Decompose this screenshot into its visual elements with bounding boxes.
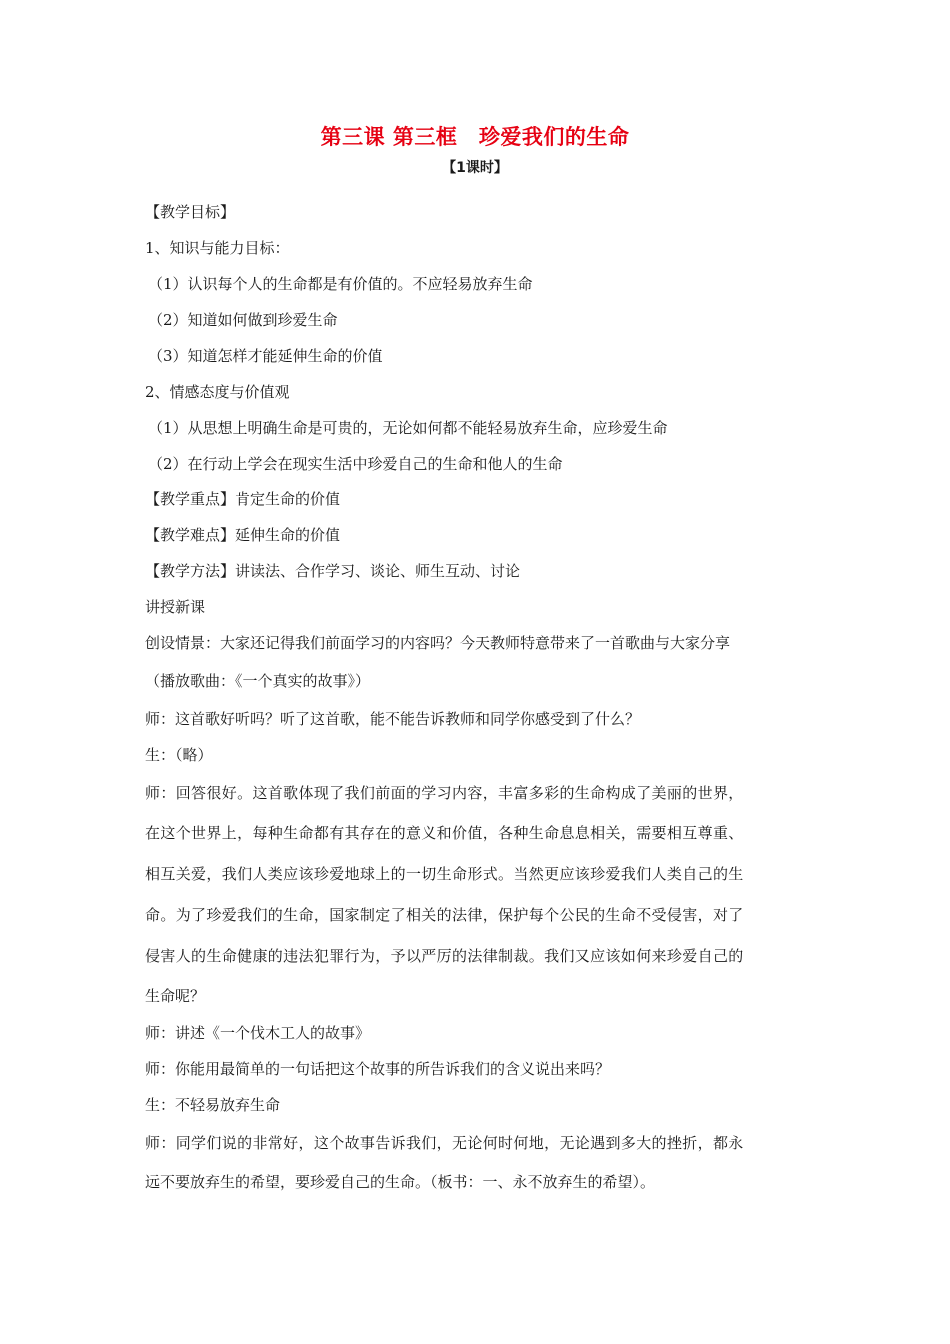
paragraph-line: 相互关爱，我们人类应该珍爱地球上的一切生命形式。当然更应该珍爱我们人类自己的生 [145,865,744,883]
document-title: 第三课 第三框 珍爱我们的生命 [320,125,630,149]
section-heading-difficulties: 【教学难点】延伸生命的价值 [145,526,341,544]
section-heading-key-points: 【教学重点】肯定生命的价值 [145,490,341,508]
paragraph-line: 师：讲述《一个伐木工人的故事》 [145,1024,371,1042]
paragraph-line: 2、情感态度与价值观 [145,383,290,401]
section-heading-methods: 【教学方法】讲读法、合作学习、谈论、师生互动、讨论 [145,562,521,580]
paragraph-line: 师：你能用最简单的一句话把这个故事的所告诉我们的含义说出来吗？ [145,1060,611,1078]
document-subtitle: 【1课时】 [442,160,508,176]
paragraph-line: （2）在行动上学会在现实生活中珍爱自己的生命和他人的生命 [148,455,563,473]
paragraph-line: （1）从思想上明确生命是可贵的，无论如何都不能轻易放弃生命，应珍爱生命 [148,419,668,437]
paragraph-line: 远不要放弃生的希望，要珍爱自己的生命。（板书：一、永不放弃生的希望）。 [145,1173,656,1191]
paragraph-line: 1、知识与能力目标： [145,239,290,257]
paragraph-line: （1）认识每个人的生命都是有价值的。不应轻易放弃生命 [148,275,533,293]
section-heading-objectives: 【教学目标】 [145,203,236,221]
section-heading-new-lesson: 讲授新课 [145,598,206,616]
paragraph-line: 师：同学们说的非常好，这个故事告诉我们，无论何时何地，无论遇到多大的挫折，都永 [145,1134,744,1152]
paragraph-line: 在这个世界上，每种生命都有其存在的意义和价值，各种生命息息相关，需要相互尊重、 [145,824,744,842]
paragraph-line: 师：回答很好。这首歌体现了我们前面的学习内容，丰富多彩的生命构成了美丽的世界， [145,784,744,802]
paragraph-line: （2）知道如何做到珍爱生命 [148,311,338,329]
paragraph-line: 生：（略） [145,746,213,764]
paragraph-line: 师：这首歌好听吗？听了这首歌，能不能告诉教师和同学你感受到了什么？ [145,710,641,728]
paragraph-line: （播放歌曲：《一个真实的故事》） [145,672,371,690]
paragraph-line: 命。为了珍爱我们的生命，国家制定了相关的法律，保护每个公民的生命不受侵害，对了 [145,906,744,924]
paragraph-line: 侵害人的生命健康的违法犯罪行为，予以严厉的法律制裁。我们又应该如何来珍爱自己的 [145,947,744,965]
paragraph-line: （3）知道怎样才能延伸生命的价值 [148,347,383,365]
paragraph-line: 创设情景：大家还记得我们前面学习的内容吗？今天教师特意带来了一首歌曲与大家分享 [145,634,731,652]
paragraph-line: 生命呢？ [145,987,206,1005]
paragraph-line: 生：不轻易放弃生命 [145,1096,281,1114]
